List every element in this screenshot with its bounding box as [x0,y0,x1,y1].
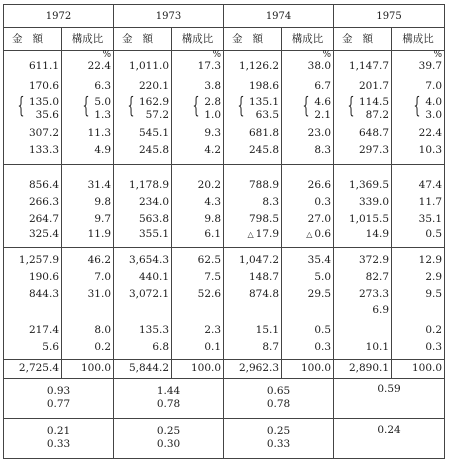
amount-cell: 273.3 [334,284,392,301]
amount-cell: 6.9 [334,301,392,317]
amount-cell [114,301,172,317]
ratio-cell: 3.8 [172,73,224,93]
amount-cell: 1,147.7 [334,60,392,73]
amount-cell: 297.3 [334,140,392,164]
table-row [4,164,445,192]
table-row [4,226,445,247]
ratio-cell: 46.2 [62,247,114,267]
amount-header: 金額 [224,28,282,51]
amount-cell: 1,011.0 [114,60,172,73]
ratio-cell-1973 [114,418,224,458]
bracket-value: 1.0 [204,109,222,121]
amount-cell: 264.7 [4,209,62,226]
amount-cell [4,301,62,317]
amount-cell: 170.6 [4,73,62,93]
amount-header: 金額 [114,28,172,51]
bracket-value: 135.0 [28,96,59,108]
amount-cell: 856.4 [4,164,62,192]
total-amount: 5,844.2 [114,359,172,378]
year-header-row [4,5,445,28]
ratio-cell: 62.5 [172,247,224,267]
brace-mark: { [127,94,135,119]
bracket-value: 4.6 [314,96,332,108]
amount-cell: 681.8 [224,123,282,140]
ratio-cell: 35.4 [282,247,334,267]
amount-cell: 234.0 [114,192,172,209]
ratio-cell: 7.0 [392,73,445,93]
amount-cell: 874.8 [224,284,282,301]
ratio-cell: 6.1 [172,226,224,247]
amount-cell: 844.3 [4,284,62,301]
amount-cell: 1,126.2 [224,60,282,73]
ratio-value: 0.65 [266,385,291,397]
total-ratio: 100.0 [62,359,114,378]
column-header-row [4,28,445,51]
amount-cell: 307.2 [4,123,62,140]
ratio-value: 0.6 [314,228,332,240]
amount-cell: 190.6 [4,267,62,284]
amount-cell [334,93,392,123]
amount-cell: 355.1 [114,226,172,247]
table-row [4,284,445,301]
ratio-cell-1975 [334,378,445,418]
ratio-cell [282,301,334,317]
brace-mark: { [192,94,200,119]
ratio-value: 0.24 [377,423,401,436]
ratio-cell: 0.1 [172,337,224,359]
ratio-row [4,418,445,458]
ratio-cell-1972 [4,418,114,458]
ratio-cell-1975 [334,418,445,458]
ratio-header: 構成比 [392,28,445,51]
ratio-cell: 23.0 [282,123,334,140]
amount-cell [224,301,282,317]
percent-unit: % [322,50,332,60]
bracket-value: 3.0 [425,109,443,121]
ratio-value: 0.21 [46,425,71,437]
amount-cell: 8.3 [224,192,282,209]
amount-cell: 325.4 [4,226,62,247]
ratio-cell: 7.0 [62,267,114,284]
ratio-value: 0.30 [156,438,181,450]
amount-cell: 6.8 [114,337,172,359]
amount-cell [114,93,172,123]
ratio-value: 0.25 [156,425,181,437]
table-row [4,209,445,226]
ratio-cell [172,93,224,123]
amount-cell: 135.3 [114,317,172,337]
amount-header: 金額 [334,28,392,51]
ratio-cell: 0.2 [62,337,114,359]
brace-mark: { [302,94,310,119]
year-1974: 1974 [224,5,334,28]
brace-mark: { [17,94,25,119]
amount-cell: 245.8 [114,140,172,164]
amount-cell: 1,047.2 [224,247,282,267]
ratio-cell: 38.0 [282,60,334,73]
table-row [4,123,445,140]
amount-cell: 545.1 [114,123,172,140]
ratio-value: 0.77 [46,398,71,410]
amount-cell: 1,178.9 [114,164,172,192]
ratio-cell-1974 [224,378,334,418]
amount-cell [334,317,392,337]
ratio-cell: 12.9 [392,247,445,267]
ratio-cell: 2.3 [172,317,224,337]
ratio-header: 構成比 [172,28,224,51]
amount-header: 金額 [4,28,62,51]
amount-cell: 798.5 [224,209,282,226]
bracket-value: 162.9 [138,96,170,108]
year-1972: 1972 [4,5,114,28]
ratio-cell: 8.3 [282,140,334,164]
ratio-cell-1974 [224,418,334,458]
table-row [4,301,445,317]
percent-unit: % [433,50,443,60]
table-row [4,192,445,209]
table-row-bracketed [4,93,445,123]
ratio-value: 1.44 [156,385,181,397]
table-row [4,317,445,337]
ratio-cell [62,301,114,317]
bracket-value: 135.1 [248,96,280,108]
ratio-cell: 4.3 [172,192,224,209]
negative-marker: △ [306,230,313,239]
ratio-cell: 39.7 [392,60,445,73]
ratio-header: 構成比 [62,28,114,51]
amount-cell: 648.7 [334,123,392,140]
bracket-value: 4.0 [425,96,443,108]
unit-row [4,51,445,61]
bracket-value: 1.3 [94,109,112,121]
table-row [4,73,445,93]
ratio-cell: 11.9 [62,226,114,247]
ratio-cell [62,93,114,123]
brace-mark: { [413,94,421,119]
amount-cell: 611.1 [4,60,62,73]
total-ratio: 100.0 [392,359,445,378]
bracket-value: 63.5 [255,109,280,121]
amount-cell [4,93,62,123]
ratio-cell: 11.3 [62,123,114,140]
ratio-value: 0.25 [266,425,291,437]
ratio-cell [172,301,224,317]
ratio-cell-1972 [4,378,114,418]
ratio-cell: 4.2 [172,140,224,164]
total-ratio: 100.0 [172,359,224,378]
amount-value: 17.9 [255,228,280,240]
amount-cell: 245.8 [224,140,282,164]
ratio-cell: 7.5 [172,267,224,284]
ratio-cell: 20.2 [172,164,224,192]
ratio-cell: 9.3 [172,123,224,140]
ratio-cell: 9.8 [172,209,224,226]
ratio-value: 0.78 [266,398,291,410]
total-amount: 2,890.1 [334,359,392,378]
amount-cell: 10.1 [334,337,392,359]
ratio-cell [392,301,445,317]
amount-cell: 788.9 [224,164,282,192]
percent-unit: % [102,50,112,60]
amount-cell: 198.6 [224,73,282,93]
ratio-cell: 22.4 [62,60,114,73]
ratio-cell: 35.1 [392,209,445,226]
amount-cell: 339.0 [334,192,392,209]
ratio-cell [282,226,334,247]
total-amount: 2,725.4 [4,359,62,378]
ratio-cell: 0.3 [282,337,334,359]
statistics-table [3,4,445,459]
amount-cell: 1,257.9 [4,247,62,267]
amount-cell: 563.8 [114,209,172,226]
ratio-cell: 17.3 [172,60,224,73]
ratio-value: 0.59 [377,382,401,395]
ratio-cell: 0.5 [282,317,334,337]
ratio-cell: 22.4 [392,123,445,140]
ratio-cell: 9.5 [392,284,445,301]
ratio-cell: 4.9 [62,140,114,164]
amount-cell: 14.9 [334,226,392,247]
bracket-value: 114.5 [358,96,390,108]
ratio-cell: 6.7 [282,73,334,93]
ratio-cell: 52.6 [172,284,224,301]
year-1973: 1973 [114,5,224,28]
table-row [4,267,445,284]
ratio-cell: 0.5 [392,226,445,247]
table-row [4,337,445,359]
amount-cell: 148.7 [224,267,282,284]
ratio-cell: 8.0 [62,317,114,337]
amount-cell: 133.3 [4,140,62,164]
ratio-cell: 6.3 [62,73,114,93]
brace-mark: { [237,94,245,119]
ratio-cell: 0.3 [392,337,445,359]
year-1975: 1975 [334,5,445,28]
amount-cell: 8.7 [224,337,282,359]
ratio-cell: 10.3 [392,140,445,164]
amount-cell [224,93,282,123]
amount-cell: 15.1 [224,317,282,337]
ratio-cell: 0.3 [282,192,334,209]
ratio-cell: 31.0 [62,284,114,301]
ratio-value: 0.33 [46,438,71,450]
bracket-value: 2.1 [314,109,332,121]
negative-marker: △ [247,230,254,239]
statistics-table-container [3,4,444,459]
ratio-value: 0.78 [156,398,181,410]
ratio-cell [282,93,334,123]
ratio-cell: 26.6 [282,164,334,192]
ratio-cell: 11.7 [392,192,445,209]
ratio-cell: 9.8 [62,192,114,209]
brace-mark: { [347,94,355,119]
amount-cell: 1,369.5 [334,164,392,192]
bracket-value: 57.2 [145,109,170,121]
table-row [4,247,445,267]
table-row [4,60,445,73]
amount-cell: 1,015.5 [334,209,392,226]
ratio-cell-1973 [114,378,224,418]
total-amount: 2,962.3 [224,359,282,378]
total-ratio: 100.0 [282,359,334,378]
amount-cell: 266.3 [4,192,62,209]
amount-cell: 5.6 [4,337,62,359]
bracket-value: 2.8 [204,96,222,108]
ratio-value: 0.93 [46,385,71,397]
brace-mark: { [82,94,90,119]
ratio-cell: 0.2 [392,317,445,337]
total-row [4,359,445,378]
bracket-value: 5.0 [94,96,112,108]
amount-cell: 220.1 [114,73,172,93]
ratio-cell: 2.9 [392,267,445,284]
ratio-cell: 5.0 [282,267,334,284]
amount-cell: 372.9 [334,247,392,267]
amount-cell: 3,072.1 [114,284,172,301]
ratio-row [4,378,445,418]
amount-cell: 440.1 [114,267,172,284]
ratio-cell: 31.4 [62,164,114,192]
amount-cell: 217.4 [4,317,62,337]
bracket-value: 87.2 [365,109,390,121]
ratio-value: 0.33 [266,438,291,450]
ratio-cell: 29.5 [282,284,334,301]
table-row [4,140,445,164]
ratio-cell: 27.0 [282,209,334,226]
ratio-cell: 47.4 [392,164,445,192]
ratio-cell: 9.7 [62,209,114,226]
bracket-value: 35.6 [35,109,59,121]
amount-cell [224,226,282,247]
ratio-header: 構成比 [282,28,334,51]
amount-cell: 3,654.3 [114,247,172,267]
percent-unit: % [212,50,222,60]
amount-cell: 82.7 [334,267,392,284]
amount-cell: 201.7 [334,73,392,93]
ratio-cell [392,93,445,123]
